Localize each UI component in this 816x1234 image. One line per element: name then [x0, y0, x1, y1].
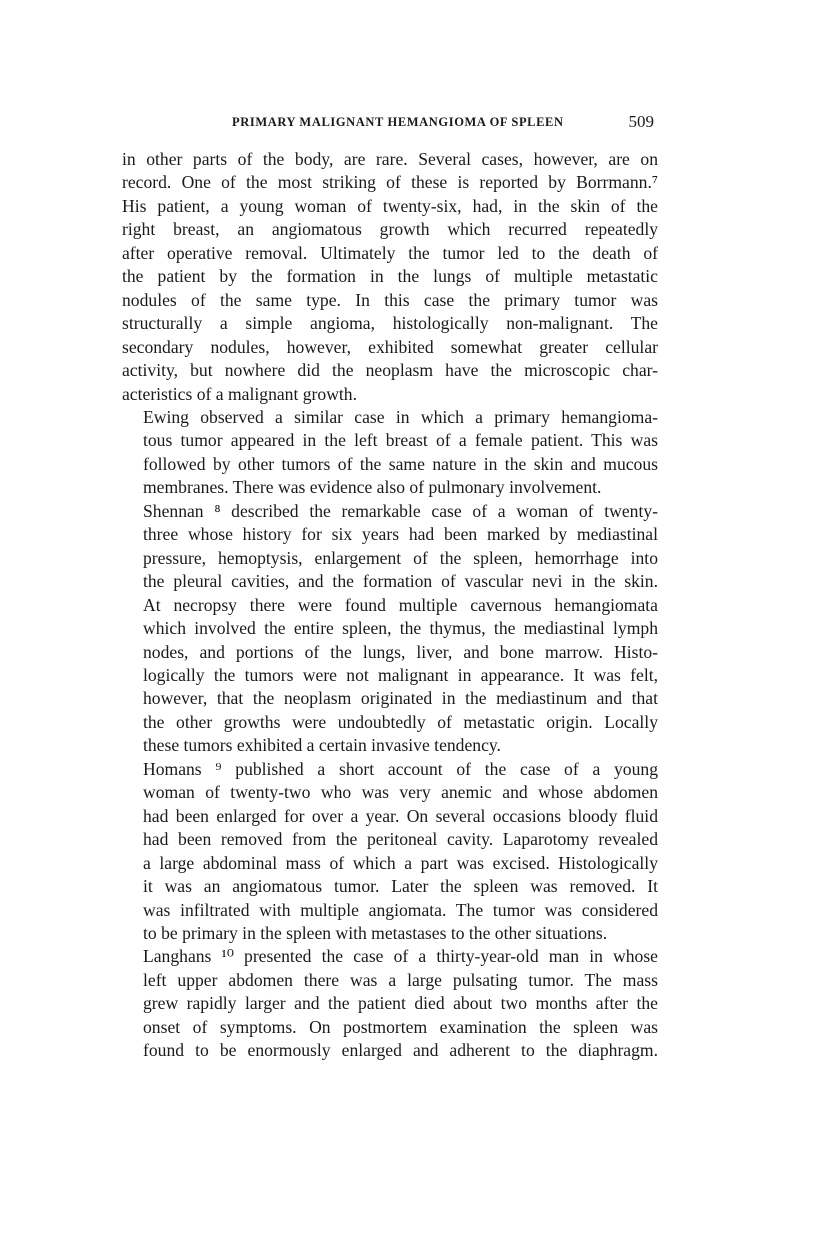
text-line: three whose history for six years had been marked by mediastinal [143, 524, 658, 545]
text-line: tous tumor appeared in the left breast of a female patient. This was [143, 430, 658, 451]
text-line: the patient by the formation in the lungs of multiple metastatic [122, 266, 658, 287]
paragraph-homans [122, 758, 658, 946]
text-line: found to be enormously enlarged and adherent to the diaphragm. [143, 1040, 658, 1061]
text-line: the pleural cavities, and the formation of vascular nevi in the skin. [143, 571, 658, 592]
text-line: Langhans ¹⁰ presented the case of a thirty-year-old man in whose [143, 946, 658, 967]
text-line: Ewing observed a similar case in which a primary hemangioma- [143, 406, 658, 427]
text-line: Shennan ⁸ described the remarkable case of a woman of twenty- [143, 500, 658, 521]
page-number: 509 [628, 112, 654, 131]
paragraph-shennan [122, 500, 658, 758]
text-line: which involved the entire spleen, the thymus, the mediastinal lymph [143, 618, 658, 639]
text-line: secondary nodules, however, exhibited somewhat greater cellular [122, 336, 658, 357]
text-line: followed by other tumors of the same nature in the skin and mucous [143, 453, 658, 474]
text-line: left upper abdomen there was a large pulsating tumor. The mass [143, 969, 658, 990]
text-line: onset of symptoms. On postmortem examination the spleen was [143, 1016, 658, 1037]
text-line: nodules of the same type. In this case the primary tumor was [122, 289, 658, 310]
text-line: grew rapidly larger and the patient died about two months after the [143, 993, 658, 1014]
text-line: acteristics of a malignant growth. [122, 383, 357, 404]
paragraph-langhans [122, 945, 658, 1062]
text-line: however, that the neoplasm originated in the mediastinum and that [143, 688, 658, 709]
running-title: PRIMARY MALIGNANT HEMANGIOMA OF SPLEEN [232, 115, 564, 129]
text-line: logically the tumors were not malignant in appearance. It was felt, [143, 664, 658, 685]
text-line: pressure, hemoptysis, enlargement of the spleen, hemorrhage into [143, 547, 658, 568]
text-line: record. One of the most striking of these is reported by Borrmann.⁷ [122, 172, 658, 193]
body-text [122, 148, 658, 1063]
text-line: in other parts of the body, are rare. Several cases, however, are on [122, 149, 658, 169]
page-header [122, 112, 658, 136]
text-line: His patient, a young woman of twenty-six, had, in the skin of the [122, 195, 658, 216]
text-line: to be primary in the spleen with metastases to the other situations. [143, 922, 608, 943]
text-line: right breast, an angiomatous growth which recurred repeatedly [122, 219, 658, 240]
text-line: activity, but nowhere did the neoplasm have the microscopic char- [122, 360, 658, 381]
text-line: membranes. There was evidence also of pulmonary involvement. [143, 477, 602, 498]
text-line: woman of twenty-two who was very anemic and whose abdomen [143, 782, 658, 803]
paragraph-borrmann [122, 148, 658, 406]
text-line: Homans ⁹ published a short account of the case of a young [143, 758, 658, 779]
text-line: At necropsy there were found multiple cavernous hemangiomata [143, 594, 658, 615]
paragraph-ewing [122, 406, 658, 500]
text-line: the other growths were undoubtedly of metastatic origin. Locally [143, 711, 658, 732]
text-line: was infiltrated with multiple angiomata. The tumor was considered [143, 899, 658, 920]
text-line: structurally a simple angioma, histologically non-malignant. The [122, 313, 658, 334]
text-line: had been removed from the peritoneal cavity. Laparotomy revealed [143, 829, 658, 850]
text-line: a large abdominal mass of which a part was excised. Histologically [143, 852, 658, 873]
text-line: it was an angiomatous tumor. Later the spleen was removed. It [143, 876, 658, 897]
text-line: nodes, and portions of the lungs, liver, and bone marrow. Histo- [143, 641, 658, 662]
text-line: these tumors exhibited a certain invasive tendency. [143, 735, 501, 756]
text-line: had been enlarged for over a year. On several occasions bloody fluid [143, 805, 658, 826]
text-line: after operative removal. Ultimately the tumor led to the death of [122, 242, 658, 263]
